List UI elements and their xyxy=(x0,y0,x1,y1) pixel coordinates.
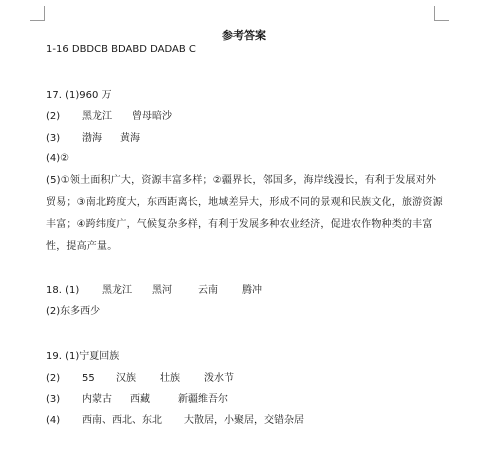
q17-line-2-answer-a: 黑龙江 xyxy=(82,111,112,122)
q17-line-2-number: (2) xyxy=(46,111,61,122)
q19-line-4-number: (4) xyxy=(46,415,61,426)
q19-line-4-answer-b: 大散居，小聚居，交错杂居 xyxy=(184,415,304,426)
q18-line-1-answer-d: 腾冲 xyxy=(242,285,262,296)
q19-line-3-number: (3) xyxy=(46,394,61,405)
page-corner-mark-top-left xyxy=(30,6,45,21)
q19-line-4-answer-a: 西南、西北、东北 xyxy=(82,415,162,426)
q18-line-1-answer-c: 云南 xyxy=(198,285,218,296)
q18-line-1-answer-a: 黑龙江 xyxy=(102,285,132,296)
q19-line-3-answer-b: 西藏 xyxy=(130,394,150,405)
q18-line-1-number: 18. (1) xyxy=(46,285,80,296)
q19-line-2-answer-d: 泼水节 xyxy=(204,373,234,384)
q17-line-2-answer-b: 曾母暗沙 xyxy=(132,111,172,122)
q18-line-1-answer-b: 黑河 xyxy=(152,285,172,296)
q18-line-2: (2)东多西少 xyxy=(46,306,101,317)
page-title: 参考答案 xyxy=(222,29,266,42)
q19-line-1: 19. (1)宁夏回族 xyxy=(46,351,120,362)
q19-line-2-answer-c: 壮族 xyxy=(160,373,180,384)
q17-line-5-paragraph: (5)①领土面积广大，资源丰富多样；②疆界长，邻国多，海岸线漫长，有利于发展对外贸易；③南北跨度大，东西距离长，地域差异大，形成不同的景观和民族文化，旅游资源丰富；④跨纬度广，气候复杂多样，有利于发展多种农业经济，促进农作物种类的丰富性，提高产量。 xyxy=(46,175,443,252)
q17-line-3-number: (3) xyxy=(46,133,61,144)
q19-line-3-answer-a: 内蒙古 xyxy=(82,394,112,405)
q17-line-4: (4)② xyxy=(46,153,70,164)
q17-line-1: 17. (1)960 万 xyxy=(46,90,112,101)
q17-line-3-answer-b: 黄海 xyxy=(120,133,140,144)
q19-line-2-answer-b: 汉族 xyxy=(116,373,136,384)
q17-line-3-answer-a: 渤海 xyxy=(82,133,102,144)
answers-1-16: 1-16 DBDCB BDABD DADAB C xyxy=(46,44,196,55)
q19-line-2-answer-a: 55 xyxy=(82,373,95,384)
page-corner-mark-top-right xyxy=(434,6,449,21)
q19-line-2-number: (2) xyxy=(46,373,61,384)
q19-line-3-answer-c: 新疆维吾尔 xyxy=(178,394,228,405)
